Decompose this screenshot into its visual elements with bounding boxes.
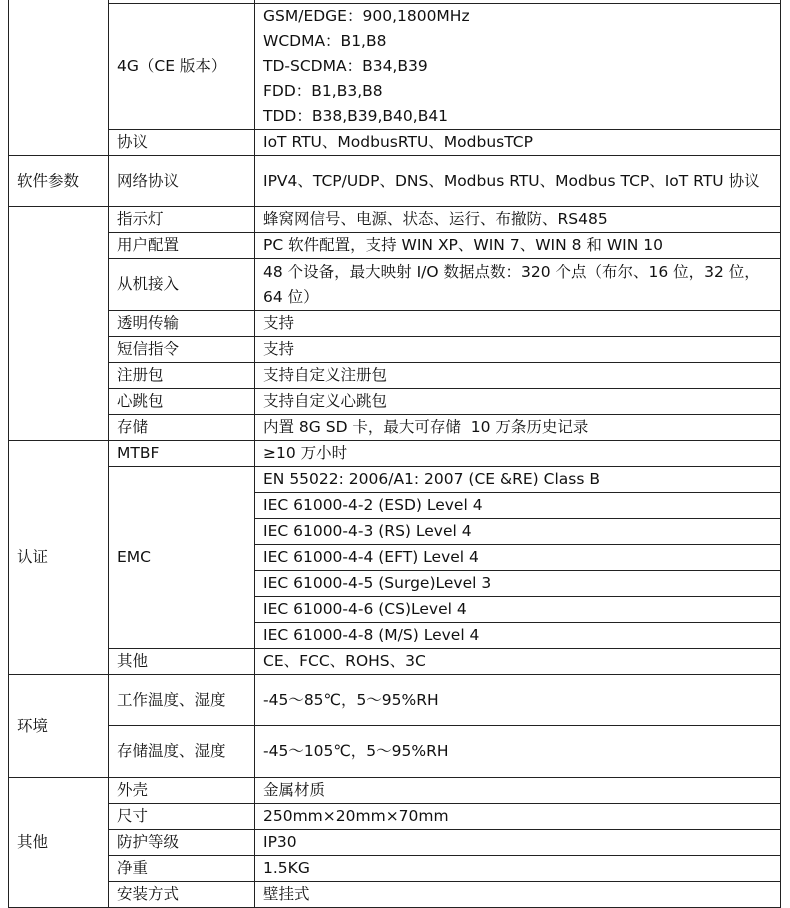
category-cell: 软件参数 [9, 156, 109, 207]
table-row [9, 856, 781, 882]
subcategory-cell: 透明传输 [109, 311, 255, 337]
value-cell: IEC 61000-4-8 (M/S) Level 4 [255, 623, 781, 649]
table-row [9, 389, 781, 415]
value-cell: IEC 61000-4-2 (ESD) Level 4 [255, 493, 781, 519]
subcategory-cell: 存储温度、湿度 [109, 726, 255, 778]
subcategory-cell: 短信指令 [109, 337, 255, 363]
table-row [9, 675, 781, 726]
value-cell: -45～85℃，5～95%RH [255, 675, 781, 726]
table-row [9, 804, 781, 830]
value-cell: 内置 8G SD 卡，最大可存储 10 万条历史记录 [255, 415, 781, 441]
value-cell: 支持自定义心跳包 [255, 389, 781, 415]
category-cell: 其他 [9, 778, 109, 908]
table-row [9, 649, 781, 675]
subcategory-cell: MTBF [109, 441, 255, 467]
value-cell: 48 个设备，最大映射 I/O 数据点数：320 个点（布尔、16 位，32 位，64 位） [255, 259, 781, 311]
subcategory-cell: 心跳包 [109, 389, 255, 415]
value-cell: IP30 [255, 830, 781, 856]
table-row [9, 233, 781, 259]
table-row [9, 4, 781, 130]
value-cell: PC 软件配置，支持 WIN XP、WIN 7、WIN 8 和 WIN 10 [255, 233, 781, 259]
subcategory-cell: 净重 [109, 856, 255, 882]
category-cell: 环境 [9, 675, 109, 778]
table-row [9, 830, 781, 856]
table-row [9, 441, 781, 467]
spec-table [8, 0, 781, 908]
value-cell: ≥10 万小时 [255, 441, 781, 467]
subcategory-cell: 工作温度、湿度 [109, 675, 255, 726]
value-cell: 250mm×20mm×70mm [255, 804, 781, 830]
table-row [9, 337, 781, 363]
subcategory-cell: EMC [109, 467, 255, 649]
value-cell: GSM/EDGE：900,1800MHz WCDMA：B1,B8 TD-SCDMA：B34,B39 FDD：B1,B3,B8 TDD：B38,B39,B40,B41 [255, 4, 781, 130]
category-cell [9, 207, 109, 441]
table-row [9, 467, 781, 493]
table-row [9, 156, 781, 207]
subcategory-cell: 防护等级 [109, 830, 255, 856]
table-row [9, 415, 781, 441]
value-cell: IEC 61000-4-6 (CS)Level 4 [255, 597, 781, 623]
category-cell [9, 0, 109, 156]
subcategory-cell: 用户配置 [109, 233, 255, 259]
value-cell: IEC 61000-4-4 (EFT) Level 4 [255, 545, 781, 571]
value-cell: IoT RTU、ModbusRTU、ModbusTCP [255, 130, 781, 156]
value-cell: CE、FCC、ROHS、3C [255, 649, 781, 675]
value-cell: -45～105℃，5～95%RH [255, 726, 781, 778]
value-cell: IPV4、TCP/UDP、DNS、Modbus RTU、Modbus TCP、IoT RTU 协议 [255, 156, 781, 207]
table-row [9, 882, 781, 908]
value-cell: 壁挂式 [255, 882, 781, 908]
subcategory-cell: 从机接入 [109, 259, 255, 311]
value-cell: 支持 [255, 337, 781, 363]
subcategory-cell: 安装方式 [109, 882, 255, 908]
value-cell: 金属材质 [255, 778, 781, 804]
subcategory-cell: 其他 [109, 649, 255, 675]
subcategory-cell: 网络协议 [109, 156, 255, 207]
subcategory-cell: 协议 [109, 130, 255, 156]
subcategory-cell: 存储 [109, 415, 255, 441]
value-cell: 蜂窝网信号、电源、状态、运行、布撤防、RS485 [255, 207, 781, 233]
value-cell: IEC 61000-4-3 (RS) Level 4 [255, 519, 781, 545]
value-cell: IEC 61000-4-5 (Surge)Level 3 [255, 571, 781, 597]
value-cell: 支持 [255, 311, 781, 337]
table-row [9, 363, 781, 389]
table-row [9, 259, 781, 311]
subcategory-cell: 外壳 [109, 778, 255, 804]
subcategory-cell: 尺寸 [109, 804, 255, 830]
table-row [9, 207, 781, 233]
table-row [9, 130, 781, 156]
table-row [9, 726, 781, 778]
value-cell: 1.5KG [255, 856, 781, 882]
value-cell: 支持自定义注册包 [255, 363, 781, 389]
table-row [9, 311, 781, 337]
subcategory-cell: 4G（CE 版本） [109, 4, 255, 130]
table-row [9, 778, 781, 804]
subcategory-cell: 注册包 [109, 363, 255, 389]
subcategory-cell: 指示灯 [109, 207, 255, 233]
value-cell: EN 55022: 2006/A1: 2007 (CE &RE) Class B [255, 467, 781, 493]
category-cell: 认证 [9, 441, 109, 675]
